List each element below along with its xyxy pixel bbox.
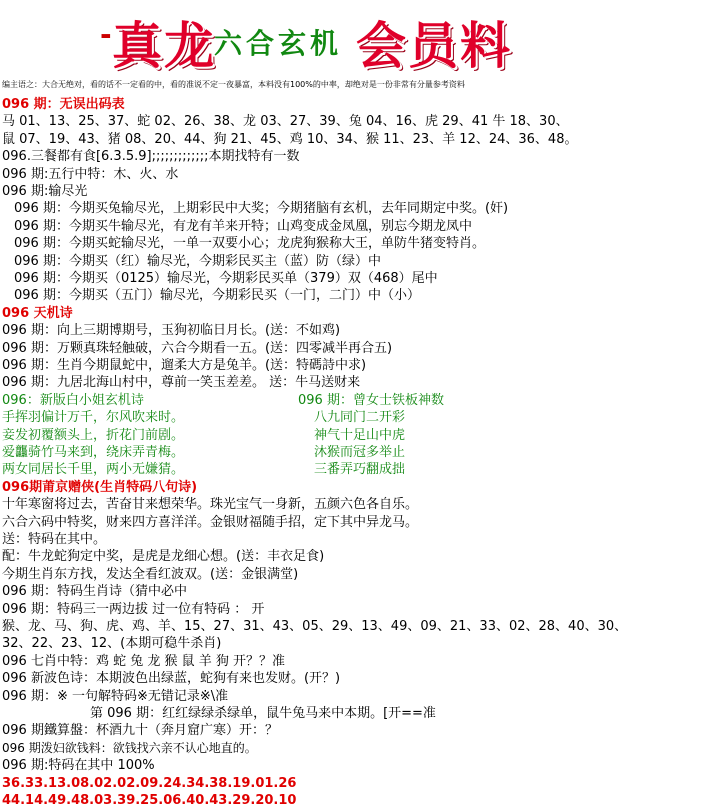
tianji-line: 096 期：生肖今期鼠蛇中，遛柔大方是兔羊。(送：特碼詩中求) xyxy=(2,358,367,373)
baixiaojie-line: 妾发初覆额头上，折花门前剧。 xyxy=(2,427,185,443)
tieban-line: 八九同门二开彩 xyxy=(314,410,406,426)
banner-dash: - xyxy=(100,18,112,51)
number-row-1: 36.33.13.08.02.02.09.24.34.38.19.01.26 xyxy=(2,775,297,791)
wuxing-line: 096 期:五行中特：木、火、水 xyxy=(2,166,179,182)
baixiaojie-line: 两女同居长千里，两小无嫌猜。 xyxy=(2,462,185,478)
disclaimer: 编主语之：大合无绝对，看的话不一定看的中，看的准说不定一夜暴富，本料没有100%的中率，却绝对是一份非常有分量参考资料 xyxy=(2,80,465,89)
tieban-title: 096 期：曾女士铁板神数 xyxy=(298,392,444,408)
sancan-line: 096.三餐都有食[6.3.5.9];;;;;;;;;;;;;本期找特有一数 xyxy=(2,149,300,165)
number-row-2: 44.14.49.48.03.39.25.06.40.43.29.20.10 xyxy=(2,793,297,808)
banner-title-mid: 六合玄机 xyxy=(214,27,343,60)
zodiac-row-2: 鼠 07、19、43、猪 08、20、44、狗 21、45、鸡 10、34、猴 11、23、羊 12、24、36、48。 xyxy=(2,131,578,147)
banner-title-b: 会员料 xyxy=(356,16,512,75)
banner-title-a: 真龙 xyxy=(112,16,216,75)
shujinguang-header: 096 期:输尽光 xyxy=(2,184,88,199)
pujing-line: 送：特码在其中。 xyxy=(2,532,107,547)
pujing-line: 六合六码中特奖，财来四方喜洋洋。金银财福随手招，定下其中异龙马。 xyxy=(2,514,419,530)
pujing-line: 十年寒窗将过去，苦奋甘来想荣华。珠光宝气一身新，五颜六色各自乐。 xyxy=(2,497,419,513)
tail-line: 096 期泼妇欲钱料：欲钱找六亲不认心地直的。 xyxy=(2,740,257,755)
tail-line: 096 七肖中特：鸡 蛇 兔 龙 猴 鼠 羊 狗 开？？准 xyxy=(2,653,286,669)
section-title-pujing: 096期莆京赠侠(生肖特码八句诗) xyxy=(2,479,198,495)
tail-line: 096 期：特码三一两边拔 过一位有特码 ： 开 xyxy=(2,601,265,617)
tail-line: 猴、龙、马、狗、虎、鸡、羊、15、27、31、43、05、29、13、49、09、21、33、02、28、40、30、 xyxy=(2,619,628,634)
tail-line: 32、22、23、12、(本期可稳牛杀肖) xyxy=(2,636,222,652)
baixiaojie-title: 096：新版白小姐玄机诗 xyxy=(2,392,144,408)
tieban-line: 神气十足山中虎 xyxy=(314,427,406,443)
zodiac-row-1: 马 01、13、25、37、蛇 02、26、38、龙 03、27、39、兔 04、16、虎 29、41 牛 18、30、 xyxy=(2,114,569,130)
tianji-line: 096 期：九居北海山村中，尊前一笑玉差差。 送：牛马送财来 xyxy=(2,375,361,391)
pujing-line: 今期生肖东方找，发达全看红波双。(送：金银满堂) xyxy=(2,566,299,582)
baixiaojie-line: 手挥羽偏计万千，尔风吹来时。 xyxy=(2,410,185,426)
header-banner xyxy=(0,0,720,75)
shujinguang-line: 096 期：今期买（0125）输尽光，今期彩民买单（379）双（468）尾中 xyxy=(14,271,438,286)
tail-line: 第 096 期：红红绿绿杀绿单，鼠牛兔马来中本期。[开==准 xyxy=(90,706,436,721)
tieban-line: 沐猴而冠多举止 xyxy=(314,445,406,460)
tianji-line: 096 期：向上三期博期号，玉狗初临日月长。(送：不如鸡) xyxy=(2,323,341,339)
section-title-wuwu: 096 期：无误出码表 xyxy=(2,97,125,112)
shujinguang-line: 096 期：今期买（五门）输尽光，今期彩民买（一门，二门）中（小） xyxy=(14,288,420,304)
shujinguang-line: 096 期：今期买兔输尽光，上期彩民中大奖；今期猪脑有玄机，去年同期定中奖。(奸) xyxy=(14,201,509,217)
tail-line: 096 期：特码生肖诗（猜中必中 xyxy=(2,584,187,600)
tieban-line: 三番弄巧翻成拙 xyxy=(314,462,406,478)
tail-line: 096 期鐵算盤：杯酒九十（奔月窟广寒）开：？ xyxy=(2,723,278,739)
shujinguang-line: 096 期：今期买牛输尽光，有龙有羊来开特；山鸡变成金凤凰，别忘今期龙凤中 xyxy=(14,218,472,234)
tail-line: 096 新波色诗：本期波色出绿蓝，蛇狗有来也发财。(开？) xyxy=(2,671,341,687)
shujinguang-line: 096 期：今期买蛇输尽光，一单一双要小心；龙虎狗猴称大王，单防牛猪变特肖。 xyxy=(14,236,485,252)
section-title-tianji: 096 天机诗 xyxy=(2,305,73,321)
shujinguang-line: 096 期：今期买（红）输尽光，今期彩民买主（蓝）防（绿）中 xyxy=(14,253,381,269)
pujing-line: 配：牛龙蛇狗定中奖，是虎是龙细心想。(送：丰衣足食) xyxy=(2,549,325,565)
tianji-line: 096 期：万颗真珠轻触破，六合今期看一五。(送：四零减半再合五) xyxy=(2,340,393,356)
tail-line: 096 期：※ 一句解特码※无错记录※\准 xyxy=(2,688,229,704)
tail-line: 096 期:特码在其中 100% xyxy=(2,758,155,774)
baixiaojie-line: 爱龘骑竹马来到，绕床弄青梅。 xyxy=(2,445,185,460)
